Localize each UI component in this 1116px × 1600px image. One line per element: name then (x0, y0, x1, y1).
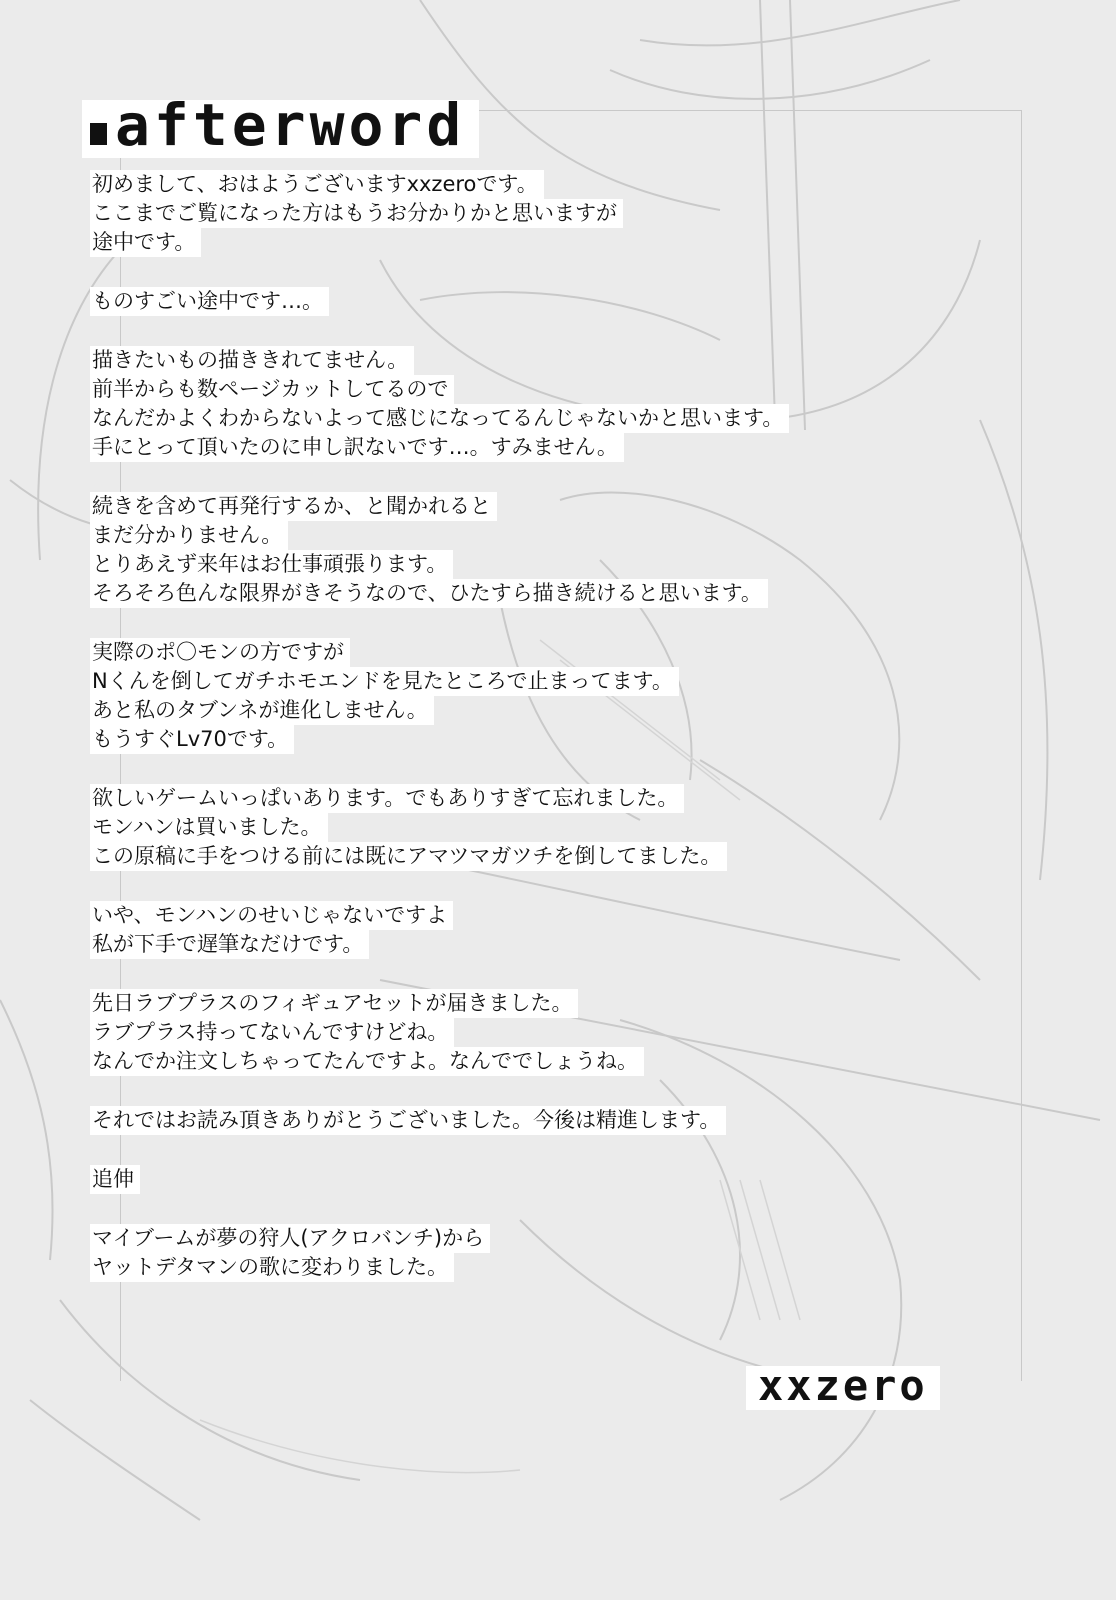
text-line: それではお読み頂きありがとうございました。今後は精進します。 (90, 1106, 726, 1135)
text-line: 欲しいゲームいっぱいあります。でもありすぎて忘れました。 (90, 784, 684, 813)
text-line: モンハンは買いました。 (90, 813, 328, 842)
paragraph (90, 1165, 1050, 1194)
paragraph (90, 901, 1050, 959)
text-line: いや、モンハンのせいじゃないですよ (90, 901, 453, 930)
text-line: あと私のタブンネが進化しません。 (90, 696, 434, 725)
text-line: とりあえず来年はお仕事頑張ります。 (90, 550, 453, 579)
text-line: 手にとって頂いたのに申し訳ないです…。すみません。 (90, 433, 624, 462)
paragraph (90, 784, 1050, 871)
paragraph (90, 989, 1050, 1076)
text-line: この原稿に手をつける前には既にアマツマガツチを倒してました。 (90, 842, 727, 871)
paragraph (90, 346, 1050, 462)
text-line: 初めまして、おはようございますxxzeroです。 (90, 170, 544, 199)
page-title: afterword (115, 91, 466, 159)
text-line: もうすぐLv70です。 (90, 725, 294, 754)
text-line: 実際のポ〇モンの方ですが (90, 638, 350, 667)
paragraph (90, 170, 1050, 257)
signature-block (746, 1361, 940, 1410)
text-line: ヤットデタマンの歌に変わりました。 (90, 1253, 454, 1282)
text-line: 前半からも数ページカットしてるので (90, 375, 454, 404)
text-line: ラブプラス持ってないんですけどね。 (90, 1018, 454, 1047)
paragraph (90, 287, 1050, 316)
paragraph (90, 638, 1050, 754)
text-line: ここまでご覧になった方はもうお分かりかと思いますが (90, 199, 623, 228)
text-line: なんだかよくわからないよって感じになってるんじゃないかと思います。 (90, 404, 789, 433)
paragraph (90, 492, 1050, 608)
text-line: 追伸 (90, 1165, 140, 1194)
text-line: なんでか注文しちゃってたんですよ。なんででしょうね。 (90, 1047, 644, 1076)
text-line: ものすごい途中です…。 (90, 287, 329, 316)
title-block (82, 91, 479, 159)
text-line: そろそろ色んな限界がきそうなので、ひたすら描き続けると思います。 (90, 579, 768, 608)
text-line: Nくんを倒してガチホモエンドを見たところで止まってます。 (90, 667, 679, 696)
text-line: まだ分かりません。 (90, 521, 288, 550)
text-line: 先日ラブプラスのフィギュアセットが届きました。 (90, 989, 578, 1018)
text-line: 途中です。 (90, 228, 201, 257)
paragraph (90, 1224, 1050, 1282)
title-bullet (90, 123, 107, 145)
paragraph (90, 1106, 1050, 1135)
afterword-body (90, 170, 1050, 1312)
author-signature: xxzero (758, 1361, 928, 1410)
text-line: 描きたいもの描ききれてません。 (90, 346, 414, 375)
text-line: マイブームが夢の狩人(アクロバンチ)から (90, 1224, 490, 1253)
text-line: 続きを含めて再発行するか、と聞かれると (90, 492, 497, 521)
text-line: 私が下手で遅筆なだけです。 (90, 930, 369, 959)
